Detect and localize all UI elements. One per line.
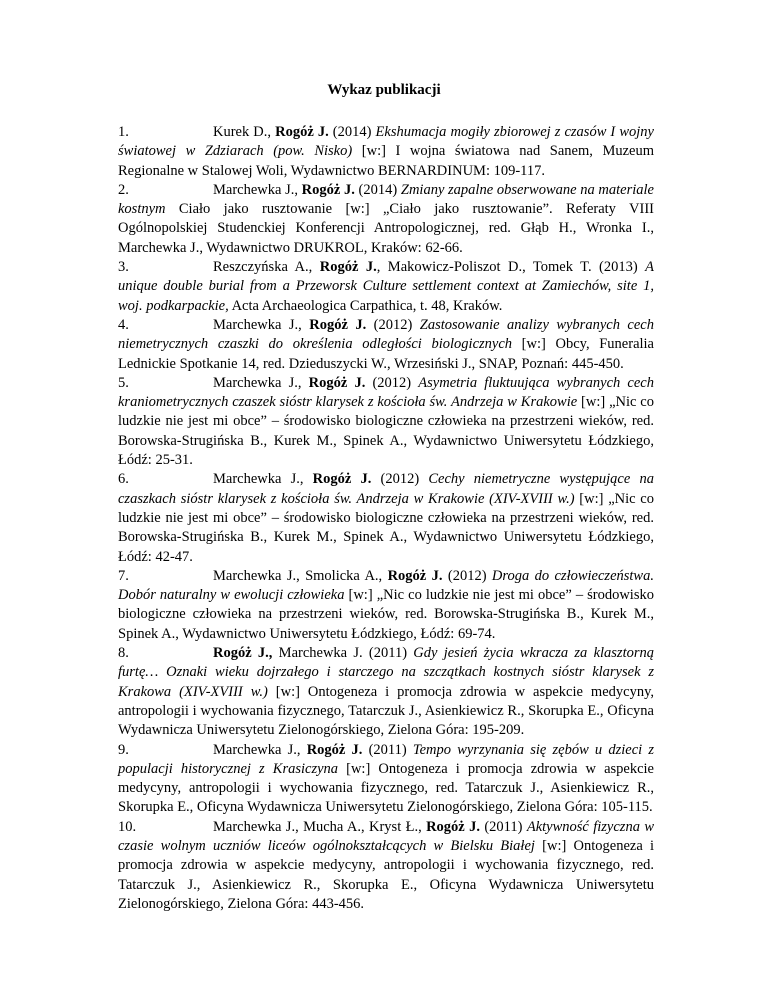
entry-title: Ekshumacja mogiły zbiorowej z czasów I wojny światowej w Zdziarach (pow. Nisko) [118,124,654,160]
entry-source: [w:] Ontogeneza i promocja zdrowia w aspekcie medycyny, antropologii i wychowania fizycznego, Tatarczuk J., Asienkiewicz R., Skorupka E., Oficyna Wydawnicza Uniwersytetu Zielonogórskiego, Zielona Góra: 195-209. [118,683,655,739]
entry-author-highlight: Rogóż J. [308,374,366,391]
entry-source: [w:] I wojna światowa nad Sanem, Muzeum Regionalne w Stalowej Woli, Wydawnictwo BERNARDINUM: 109-117. [118,143,654,179]
entry-year: (2014) [328,124,376,140]
entry-authors: Marchewka J., [213,741,307,758]
entry-authors: Marchewka J., [213,316,310,333]
entry-title: Zmiany zapalne obserwowane na materiale kostnym [118,181,654,218]
entry-author-highlight: Rogóż J. [301,181,355,198]
entry-authors: Reszczyńska A., [213,259,320,276]
entry-source: Acta Archaeologica Carpathica, t. 48, Kraków. [228,297,503,314]
entry-source: [w:] „Nic co ludzkie nie jest mi obce” – środowisko biologiczne człowieka na przestrzeni wieków, red. Borowska-Strugińska B., Kurek M., Spinek A., Wydawnictwo Uniwersytetu Łódzkiego, Łódź: 42-47. [118,490,654,565]
entry-authors: Kurek D., [213,124,276,140]
entry-source: [w:] „Nic co ludzkie nie jest mi obce” – środowisko biologiczne człowieka na przestrzeni wieków, red. Borowska-Strugińska B., Kurek M., Spinek A., Wydawnictwo Uniwersytetu Łódzkiego, Łódź: 69-74. [118,587,654,642]
entry-source: [w:] Ontogeneza i promocja zdrowia w aspekcie medycyny, antropologii i wychowania fizycznego, red. Tatarczuk J., Asienkiewicz R., Skorupka E., Oficyna Wydawnicza Uniwersytetu Zielonogórskiego, Zielona Góra: 443-456. [118,837,654,912]
entry-year: (2012) [366,316,420,333]
entry-title: Cechy niemetryczne występujące na czaszkach sióstr klarysek z kościoła św. Andrzeja w Krakowie (XIV-XVIII w.) [118,471,654,507]
entry-year: Marchewka J. (2011) [272,645,414,662]
publication-entry [118,258,654,316]
entry-number: 9. [118,741,129,758]
entry-number: 7. [118,567,129,584]
entry-title: Gdy jesień życia wkracza za klasztorną furtę… Oznaki wieku dojrzałego i starczego na szczątkach kostnych sióstr klarysek z Krakowa (XIV-XVIII w.) [118,645,654,700]
publication-list [118,123,654,914]
entry-source: [w:] Obcy, Funeralia Lednickie Spotkanie 14, red. Dzieduszycki W., Wrzesiński J., SNAP, Poznań: 445-450. [118,336,654,372]
entry-title: Asymetria fluktuująca wybranych cech kraniometrycznych czaszek sióstr klarysek z kościoła św. Andrzeja w Krakowie [118,374,654,411]
entry-year: (2012) [371,471,429,488]
entry-author-highlight: Rogóż J. [275,124,329,140]
entry-authors: Marchewka J., [213,181,302,198]
entry-author-highlight: Rogóż J. [306,741,363,758]
entry-authors: Marchewka J., Smolicka A., [213,567,388,584]
publication-entry [118,123,654,181]
publication-entry [118,567,654,644]
entry-authors: Marchewka J., [213,471,313,488]
entry-year: (2011) [362,741,413,758]
entry-title: Zastosowanie analizy wybranych cech niemetrycznych czaszki do określenia odległości biologicznych [118,316,654,353]
entry-author-highlight: Rogóż J. [312,471,372,488]
entry-number: 10. [118,818,137,835]
entry-number: 8. [118,645,129,662]
publication-entry [118,818,654,914]
entry-author-highlight: Rogóż J. [309,316,367,333]
publication-entry [118,374,654,470]
entry-author-highlight: Rogóż J. [319,259,377,276]
entry-number: 6. [118,471,129,488]
entry-title: Droga do człowieczeństwa. Dobór naturalny w ewolucji człowieka [118,567,654,604]
publication-entry [118,644,654,740]
entry-year: (2011) [479,818,527,835]
entry-source: [w:] Ontogeneza i promocja zdrowia w aspekcie medycyny, antropologii i wychowania fizycznego, red. Tatarczuk J., Asienkiewicz R., Skorupka E., Oficyna Wydawnicza Uniwersytetu Zielonogórskiego, Zielona Góra: 105-115. [118,760,654,816]
entry-title: Aktywność fizyczna w czasie wolnym uczniów liceów ogólnokształcących w Bielsku Białej [118,818,654,854]
publication-entry [118,316,654,374]
entry-number: 4. [118,316,129,333]
entry-year: (2012) [442,567,492,584]
entry-year: (2012) [365,374,419,391]
entry-number: 1. [118,124,129,140]
entry-authors: Marchewka J., Mucha A., Kryst Ł., [213,818,427,835]
entry-author-highlight: Rogóż J., [213,645,273,662]
entry-year: , Makowicz-Poliszot D., Tomek T. (2013) [376,259,646,276]
entry-author-highlight: Rogóż J. [426,818,480,835]
publication-entry [118,470,654,566]
entry-authors: Marchewka J., [213,374,309,391]
entry-title: A unique double burial from a Przeworsk Culture settlement context at Zamiechów, site 1, woj. podkarpackie, [118,259,654,314]
publication-entry [118,741,654,818]
entry-title: Tempo wyrzynania się zębów u dzieci z populacji historycznej z Krasiczyna [118,741,654,777]
page-title: Wykaz publikacji [327,82,441,98]
entry-number: 5. [118,374,129,391]
entry-source: [w:] „Nic co ludzkie nie jest mi obce” – środowisko biologiczne człowieka na przestrzeni wieków, red. Borowska-Strugińska B., Kurek M., Spinek A., Wydawnictwo Uniwersytetu Łódzkiego, Łódź: 25-31. [118,394,654,469]
entry-year: (2014) [354,181,401,198]
entry-author-highlight: Rogóż J. [387,567,443,584]
entry-number: 2. [118,181,129,198]
entry-number: 3. [118,259,129,276]
entry-source: Ciało jako rusztowanie [w:] „Ciało jako rusztowanie”. Referaty VIII Ogólnopolskiej Studenckiej Konferencji Antropologicznej, red. Głąb H., Wronka I., Marchewka J., Wydawnictwo DRUKROL, Kraków: 62-66. [118,201,654,256]
publication-entry [118,181,654,258]
